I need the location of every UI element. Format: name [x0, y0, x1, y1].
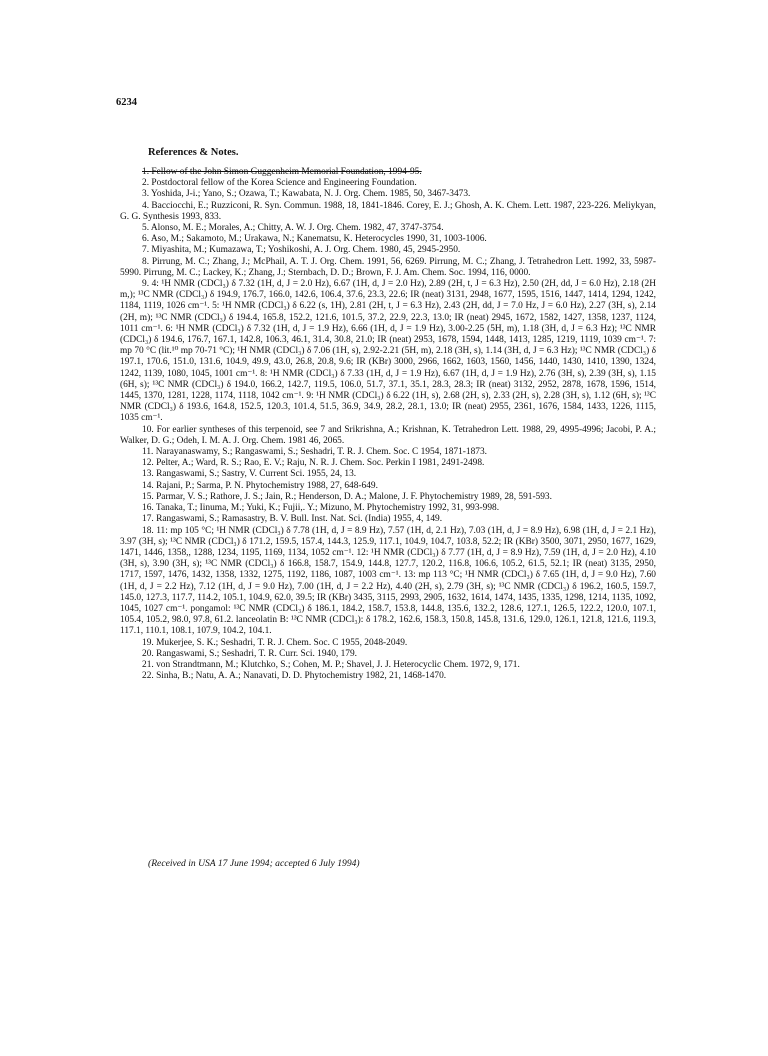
reference-item — [120, 638, 656, 649]
reference-number: 12. — [142, 458, 154, 469]
reference-item — [120, 526, 656, 638]
reference-number: 9. — [142, 279, 150, 290]
reference-item — [120, 189, 656, 200]
reference-text: Fellow of the John Simon Guggenheim Memorial Foundation, 1994-95. — [151, 167, 422, 177]
reference-item — [120, 469, 656, 480]
reference-number: 22. — [142, 671, 154, 682]
reference-number: 11. — [142, 447, 154, 458]
reference-item — [120, 245, 656, 256]
reference-text: Postdoctoral fellow of the Korea Science and Engineering Foundation. — [151, 178, 417, 189]
reference-item — [120, 671, 656, 682]
reference-number: 8. — [142, 256, 150, 267]
reference-text: Bacciocchi, E.; Ruzziconi, R. Syn. Commun. 1988, 18, 1841-1846. Corey, E. J.; Ghosh, A. K. Chem. Lett. 1987, 223-226. Meliykyan, G. G. Synthesis 1993, 833. — [120, 200, 656, 222]
reference-text: For earlier syntheses of this terpenoid, see 7 and Srikrishna, A.; Krishnan, K. Tetrahedron Lett. 1988, 29, 4995-4996; Jacobi, P. A.; Walker, D. G.; Odeh, I. M. A. J. Org. Chem. 1981 46, 2065. — [120, 424, 656, 446]
reference-number: 19. — [142, 637, 154, 648]
reference-text: Alonso, M. E.; Morales, A.; Chitty, A. W. J. Org. Chem. 1982, 47, 3747-3754. — [150, 223, 444, 234]
reference-number: 7. — [142, 245, 150, 256]
reference-item — [120, 447, 656, 458]
reference-number: 17. — [142, 514, 154, 525]
reference-text: Pirrung, M. C.; Zhang, J.; McPhail, A. T. J. Org. Chem. 1991, 56, 6269. Pirrung, M. C.; Zhang, J. Tetrahedron Lett. 1992, 33, 5987-5990. Pirrung, M. C.; Lackey, K.; Zhang, J.; Sternbach, D. D.; Brown, F. J. Am. Chem. Soc. 1994, 116, 0000. — [120, 256, 656, 278]
reference-number: 10. — [142, 424, 154, 435]
reference-item — [120, 425, 656, 447]
reference-number: 18. — [142, 525, 154, 536]
reference-text: Pelter, A.; Ward, R. S.; Rao, E. V.; Raju, N. R. J. Chem. Soc. Perkin I 1981, 2491-2498. — [156, 458, 485, 469]
reference-item — [120, 279, 656, 425]
reference-item — [120, 178, 656, 189]
reference-text: Tanaka, T.; Iinuma, M.; Yuki, K.; Fujii,. Y.; Mizuno, M. Phytochemistry 1992, 31, 993-998. — [155, 503, 500, 514]
reference-number: 14. — [142, 480, 154, 491]
reference-number: 3. — [142, 189, 150, 200]
reference-text: Mukerjee, S. K.; Seshadri, T. R. J. Chem. Soc. C 1955, 2048-2049. — [156, 637, 408, 648]
reference-number: 6. — [142, 234, 150, 245]
reference-item — [120, 503, 656, 514]
reference-item — [120, 514, 656, 525]
reference-text: Rajani, P.; Sarma, P. N. Phytochemistry 1988, 27, 648-649. — [156, 480, 378, 491]
reference-item — [120, 257, 656, 279]
reference-number: 16. — [142, 503, 154, 514]
page-number: 6234 — [116, 97, 137, 108]
reference-number: 5. — [142, 223, 150, 234]
reference-list — [120, 167, 656, 682]
received-note: (Received in USA 17 June 1994; accepted 6 July 1994) — [148, 858, 360, 869]
reference-number: 4. — [142, 200, 150, 211]
reference-item — [120, 481, 656, 492]
reference-text: Aso, M.; Sakamoto, M.; Urakawa, N.; Kanematsu, K. Heterocycles 1990, 31, 1003-1006. — [150, 234, 487, 245]
reference-text: Narayanaswamy, S.; Rangaswami, S.; Seshadri, T. R. J. Chem. Soc. C 1954, 1871-1873. — [155, 447, 488, 458]
reference-item — [120, 223, 656, 234]
reference-number: 1. — [142, 167, 150, 177]
reference-item — [120, 660, 656, 671]
reference-text: von Strandtmann, M.; Klutchko, S.; Cohen, M. P.; Shavel, J. J. Heterocyclic Chem. 1972, 9, 171. — [156, 659, 520, 670]
section-title: References & Notes. — [148, 147, 239, 158]
reference-text: Miyashita, M.; Kumazawa, T.; Yoshikoshi, A. J. Org. Chem. 1980, 45, 2945-2950. — [151, 245, 461, 256]
reference-number: 20. — [142, 648, 154, 659]
reference-text: Sinha, B.; Natu, A. A.; Nanavati, D. D. Phytochemistry 1982, 21, 1468-1470. — [156, 671, 447, 682]
reference-item — [120, 201, 656, 223]
reference-item — [120, 458, 656, 469]
reference-text: 11: mp 105 °C; ¹H NMR (CDCl₃) δ 7.78 (1H, d, J = 8.9 Hz), 7.57 (1H, d, 2.1 Hz), 7.03 (1H, d, J = 8.9 Hz), 6.98 (1H, d, J = 2.1 Hz), 3.97 (3H, s); ¹³C NMR (CDCl₃) δ 171.2, 159.5, 157.4, 144.3, 125.9, 117.1, 104.9, 104.7, 103.8, 52.2; IR (KBr) 3500, 3071, 2950, 1677, 1629, 1471, 1446, 1358,, 1288, 1234, 1195, 1169, 1134, 1052 cm⁻¹. 12: ¹H NMR (CDCl₃) δ 7.77 (1H, d, J = 8.9 Hz), 7.59 (1H, d, J = 2.0 Hz), 4.10 (3H, s), 3.90 (3H, s); ¹³C NMR (CDCl₃) δ 166.8, 158.7, 154.9, 144.8, 127.7, 120.2, 116.8, 106.6, 105.2, 61.5, 52.1; IR (neat) 3135, 2950, 1717, 1597, 1476, 1432, 1358, 1332, 1275, 1192, 1186, 1087, 1003 cm⁻¹. 13: mp 113 °C; ¹H NMR (CDCl₃) δ 7.65 (1H, d, J = 9.0 Hz), 7.60 (1H, d, J = 2.2 Hz), 7.12 (1H, d, J = 9.0 Hz), 7.00 (1H, d, J = 2.2 Hz), 4.40 (2H, s), 2.79 (3H, s); ¹³C NMR (CDCl₃) δ 196.2, 160.5, 159.7, 145.0, 127.3, 117.7, 114.2, 105.1, 104.9, 62.0, 39.5; IR (KBr) 3435, 3115, 2993, 2905, 1632, 1614, 1474, 1435, 1335, 1298, 1214, 1135, 1092, 1045, 1027 cm⁻¹. pongamol: ¹³C NMR (CDCl₃) δ 186.1, 184.2, 158.7, 153.8, 144.8, 135.6, 132.2, 128.6, 127.1, 126.5, 122.2, 120.0, 107.1, 105.4, 105.2, 98.0, 97.8, 61.2. lanceolatin B: ¹³C NMR (CDCl₃): δ 178.2, 162.6, 158.3, 150.8, 145.8, 131.6, 129.0, 126.1, 121.8, 121.6, 119.3, 117.1, 110.1, 108.1, 107.9, 104.2, 104.1. — [120, 525, 657, 637]
reference-item — [120, 492, 656, 503]
reference-number: 21. — [142, 659, 154, 670]
reference-number: 15. — [142, 491, 154, 502]
reference-item — [120, 234, 656, 245]
reference-text: Rangaswami, S.; Seshadri, T. R. Curr. Sci. 1940, 179. — [156, 648, 358, 659]
reference-number: 2. — [142, 178, 150, 189]
reference-text: Rangaswami, S.; Ramasastry, B. V. Bull. Inst. Nat. Sci. (India) 1955, 4, 149. — [156, 514, 443, 525]
reference-text: 4: ¹H NMR (CDCl₃) δ 7.32 (1H, d, J = 2.0 Hz), 6.67 (1H, d, J = 2.0 Hz), 2.89 (2H, t, J = 6.3 Hz), 2.50 (2H, dd, J = 6.0 Hz), 2.18 (2H m,); ¹³C NMR (CDCl₃) δ 194.9, 176.7, 166.0, 142.6, 106.4, 37.6, 23.3, 22.6; IR (neat) 3131, 2948, 1677, 1595, 1516, 1447, 1414, 1294, 1242, 1184, 1119, 1026 cm⁻¹. 5: ¹H NMR (CDCl₃) δ 6.22 (s, 1H), 2.81 (2H, t, J = 6.3 Hz), 2.43 (2H, dd, J = 7.0 Hz, J = 6.0 Hz), 2.27 (3H, s), 2.14 (2H, m); ¹³C NMR (CDCl₃) δ 194.4, 165.8, 152.2, 121.6, 101.5, 37.2, 22.9, 22.3, 13.0; IR (neat) 2945, 1672, 1582, 1427, 1358, 1237, 1124, 1011 cm⁻¹. 6: ¹H NMR (CDCl₃) δ 7.32 (1H, d, J = 1.9 Hz), 6.66 (1H, d, J = 1.9 Hz), 3.00-2.25 (5H, m), 1.18 (3H, d, J = 6.3 Hz); ¹³C NMR (CDCl₃) δ 194.6, 176.7, 167.1, 142.8, 106.3, 46.1, 31.4, 30.8, 21.0; IR (neat) 2953, 1678, 1594, 1448, 1413, 1285, 1219, 1119, 1039 cm⁻¹. 7: mp 70 °C (lit.¹⁰ mp 70-71 °C); ¹H NMR (CDCl₃) δ 7.06 (1H, s), 2.92-2.21 (5H, m), 2.18 (3H, s), 1.14 (3H, d, J = 6.3 Hz); ¹³C NMR (CDCl₃) δ 197.1, 170.6, 151.0, 131.6, 104.9, 49.9, 43.0, 26.8, 20.8, 9.6; IR (KBr) 3000, 2966, 1662, 1603, 1560, 1456, 1440, 1430, 1410, 1390, 1324, 1242, 1139, 1080, 1045, 1001 cm⁻¹. 8: ¹H NMR (CDCl₃) δ 7.33 (1H, d, J = 1.9 Hz), 6.67 (1H, d, J = 1.9 Hz), 2.76 (3H, s), 2.39 (3H, s), 1.15 (6H, s); ¹³C NMR (CDCl₃) δ 194.0, 166.2, 142.7, 119.5, 106.0, 51.7, 37.1, 35.1, 28.3, 28.3; IR (neat) 3132, 2952, 2878, 1678, 1596, 1514, 1445, 1370, 1281, 1228, 1174, 1118, 1042 cm⁻¹. 9: ¹H NMR (CDCl₃) δ 6.22 (1H, s), 2.68 (2H, s), 2.33 (2H, s), 2.28 (3H, s), 1.12 (6H, s); ¹³C NMR (CDCl₃) δ 193.6, 164.8, 152.5, 120.3, 101.4, 51.5, 36.9, 34.9, 28.2, 28.1, 13.0; IR (neat) 2955, 2361, 1676, 1584, 1433, 1226, 1115, 1035 cm⁻¹. — [120, 279, 656, 424]
reference-item — [120, 167, 656, 178]
reference-text: Rangaswami, S.; Sastry, V. Current Sci. 1955, 24, 13. — [156, 469, 357, 480]
reference-text: Parmar, V. S.; Rathore, J. S.; Jain, R.; Henderson, D. A.; Malone, J. F. Phytochemistry 1989, 28, 591-593. — [156, 491, 552, 502]
reference-item — [120, 649, 656, 660]
reference-number: 13. — [142, 469, 154, 480]
reference-text: Yoshida, J-i.; Yano, S.; Ozawa, T.; Kawabata, N. J. Org. Chem. 1985, 50, 3467-3473. — [151, 189, 471, 200]
